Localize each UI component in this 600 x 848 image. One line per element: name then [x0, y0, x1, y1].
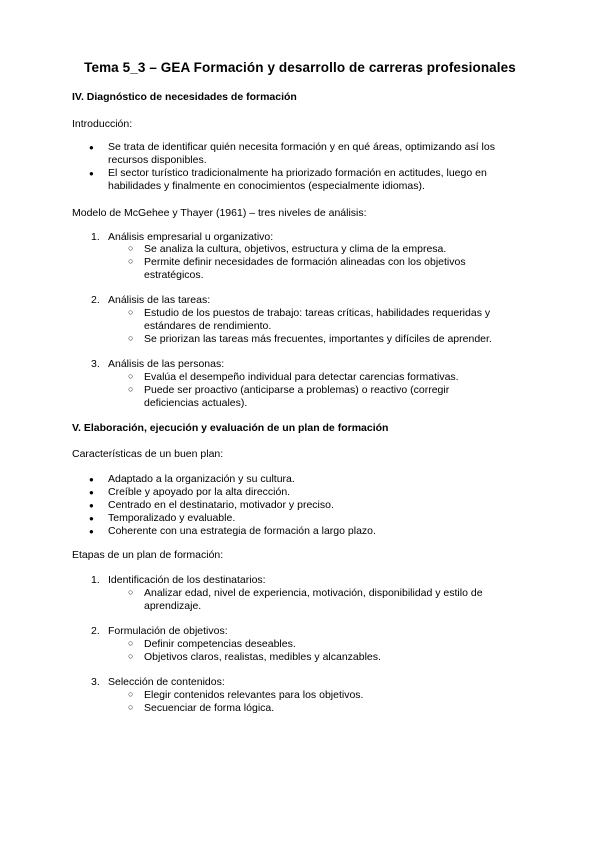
plan-label: Características de un buen plan: — [72, 448, 224, 460]
level-3-item-1: Evalúa el desempeño individual para detectar carencias formativas. — [144, 371, 459, 383]
bullet-icon: ● — [89, 527, 94, 536]
stage-1-item-1-line-1: Analizar edad, nivel de experiencia, motivación, disponibilidad y estilo de — [144, 587, 483, 599]
level-2-number: 2. — [91, 294, 100, 306]
level-3-title: Análisis de las personas: — [108, 358, 225, 370]
circle-bullet-icon: ○ — [128, 587, 134, 597]
plan-bullet-4: Temporalizado y evaluable. — [108, 512, 236, 524]
stage-3-item-2: Secuenciar de forma lógica. — [144, 702, 275, 714]
plan-bullet-2: Creíble y apoyado por la alta dirección. — [108, 486, 291, 498]
bullet-icon: ● — [89, 169, 94, 178]
plan-bullet-5: Coherente con una estrategia de formación a largo plazo. — [108, 525, 376, 537]
stage-3-title: Selección de contenidos: — [108, 676, 225, 688]
intro-label: Introducción: — [72, 118, 133, 130]
circle-bullet-icon: ○ — [128, 384, 134, 394]
level-1-item-2-line-2: estratégicos. — [144, 269, 204, 281]
circle-bullet-icon: ○ — [128, 689, 134, 699]
stage-1-title: Identificación de los destinatarios: — [108, 574, 266, 586]
section-iv-heading: IV. Diagnóstico de necesidades de formación — [72, 91, 297, 103]
stages-label: Etapas de un plan de formación: — [72, 549, 224, 561]
intro-bullet-1-line-1: Se trata de identificar quién necesita formación y en qué áreas, optimizando así los — [108, 141, 495, 153]
circle-bullet-icon: ○ — [128, 256, 134, 266]
level-2-title: Análisis de las tareas: — [108, 294, 211, 306]
level-1-item-1: Se analiza la cultura, objetivos, estructura y clima de la empresa. — [144, 243, 447, 255]
stage-2-number: 2. — [91, 625, 100, 637]
bullet-icon: ● — [89, 488, 94, 497]
stage-3-number: 3. — [91, 676, 100, 688]
level-2-item-1-line-1: Estudio de los puestos de trabajo: tareas críticas, habilidades requeridas y — [144, 307, 491, 319]
level-3-item-2-line-2: deficiencias actuales). — [144, 397, 248, 409]
stage-1-number: 1. — [91, 574, 100, 586]
level-1-number: 1. — [91, 231, 100, 243]
level-2-item-1-line-2: estándares de rendimiento. — [144, 320, 272, 332]
bullet-icon: ● — [89, 143, 94, 152]
stage-2-title: Formulación de objetivos: — [108, 625, 228, 637]
circle-bullet-icon: ○ — [128, 243, 134, 253]
circle-bullet-icon: ○ — [128, 333, 134, 343]
section-v-heading: V. Elaboración, ejecución y evaluación de un plan de formación — [72, 422, 389, 434]
level-3-number: 3. — [91, 358, 100, 370]
stage-2-item-1: Definir competencias deseables. — [144, 638, 296, 650]
level-2-item-2: Se priorizan las tareas más frecuentes, importantes y difíciles de aprender. — [144, 333, 492, 345]
circle-bullet-icon: ○ — [128, 702, 134, 712]
model-label: Modelo de McGehee y Thayer (1961) – tres niveles de análisis: — [72, 207, 367, 219]
stage-1-item-1-line-2: aprendizaje. — [144, 600, 202, 612]
bullet-icon: ● — [89, 475, 94, 484]
stage-2-item-2: Objetivos claros, realistas, medibles y alcanzables. — [144, 651, 381, 663]
stage-3-item-1: Elegir contenidos relevantes para los objetivos. — [144, 689, 364, 701]
circle-bullet-icon: ○ — [128, 651, 134, 661]
intro-bullet-1-line-2: recursos disponibles. — [108, 154, 207, 166]
level-1-item-2-line-1: Permite definir necesidades de formación alineadas con los objetivos — [144, 256, 466, 268]
bullet-icon: ● — [89, 514, 94, 523]
intro-bullet-2-line-1: El sector turístico tradicionalmente ha priorizado formación en actitudes, luego en — [108, 167, 487, 179]
level-1-title: Análisis empresarial u organizativo: — [108, 231, 274, 243]
circle-bullet-icon: ○ — [128, 307, 134, 317]
plan-bullet-1: Adaptado a la organización y su cultura. — [108, 473, 295, 485]
page-title: Tema 5_3 – GEA Formación y desarrollo de carreras profesionales — [84, 60, 516, 75]
circle-bullet-icon: ○ — [128, 371, 134, 381]
intro-bullet-2-line-2: habilidades y finalmente en conocimientos (especialmente idiomas). — [108, 180, 425, 192]
circle-bullet-icon: ○ — [128, 638, 134, 648]
level-3-item-2-line-1: Puede ser proactivo (anticiparse a problemas) o reactivo (corregir — [144, 384, 450, 396]
bullet-icon: ● — [89, 501, 94, 510]
plan-bullet-3: Centrado en el destinatario, motivador y preciso. — [108, 499, 334, 511]
